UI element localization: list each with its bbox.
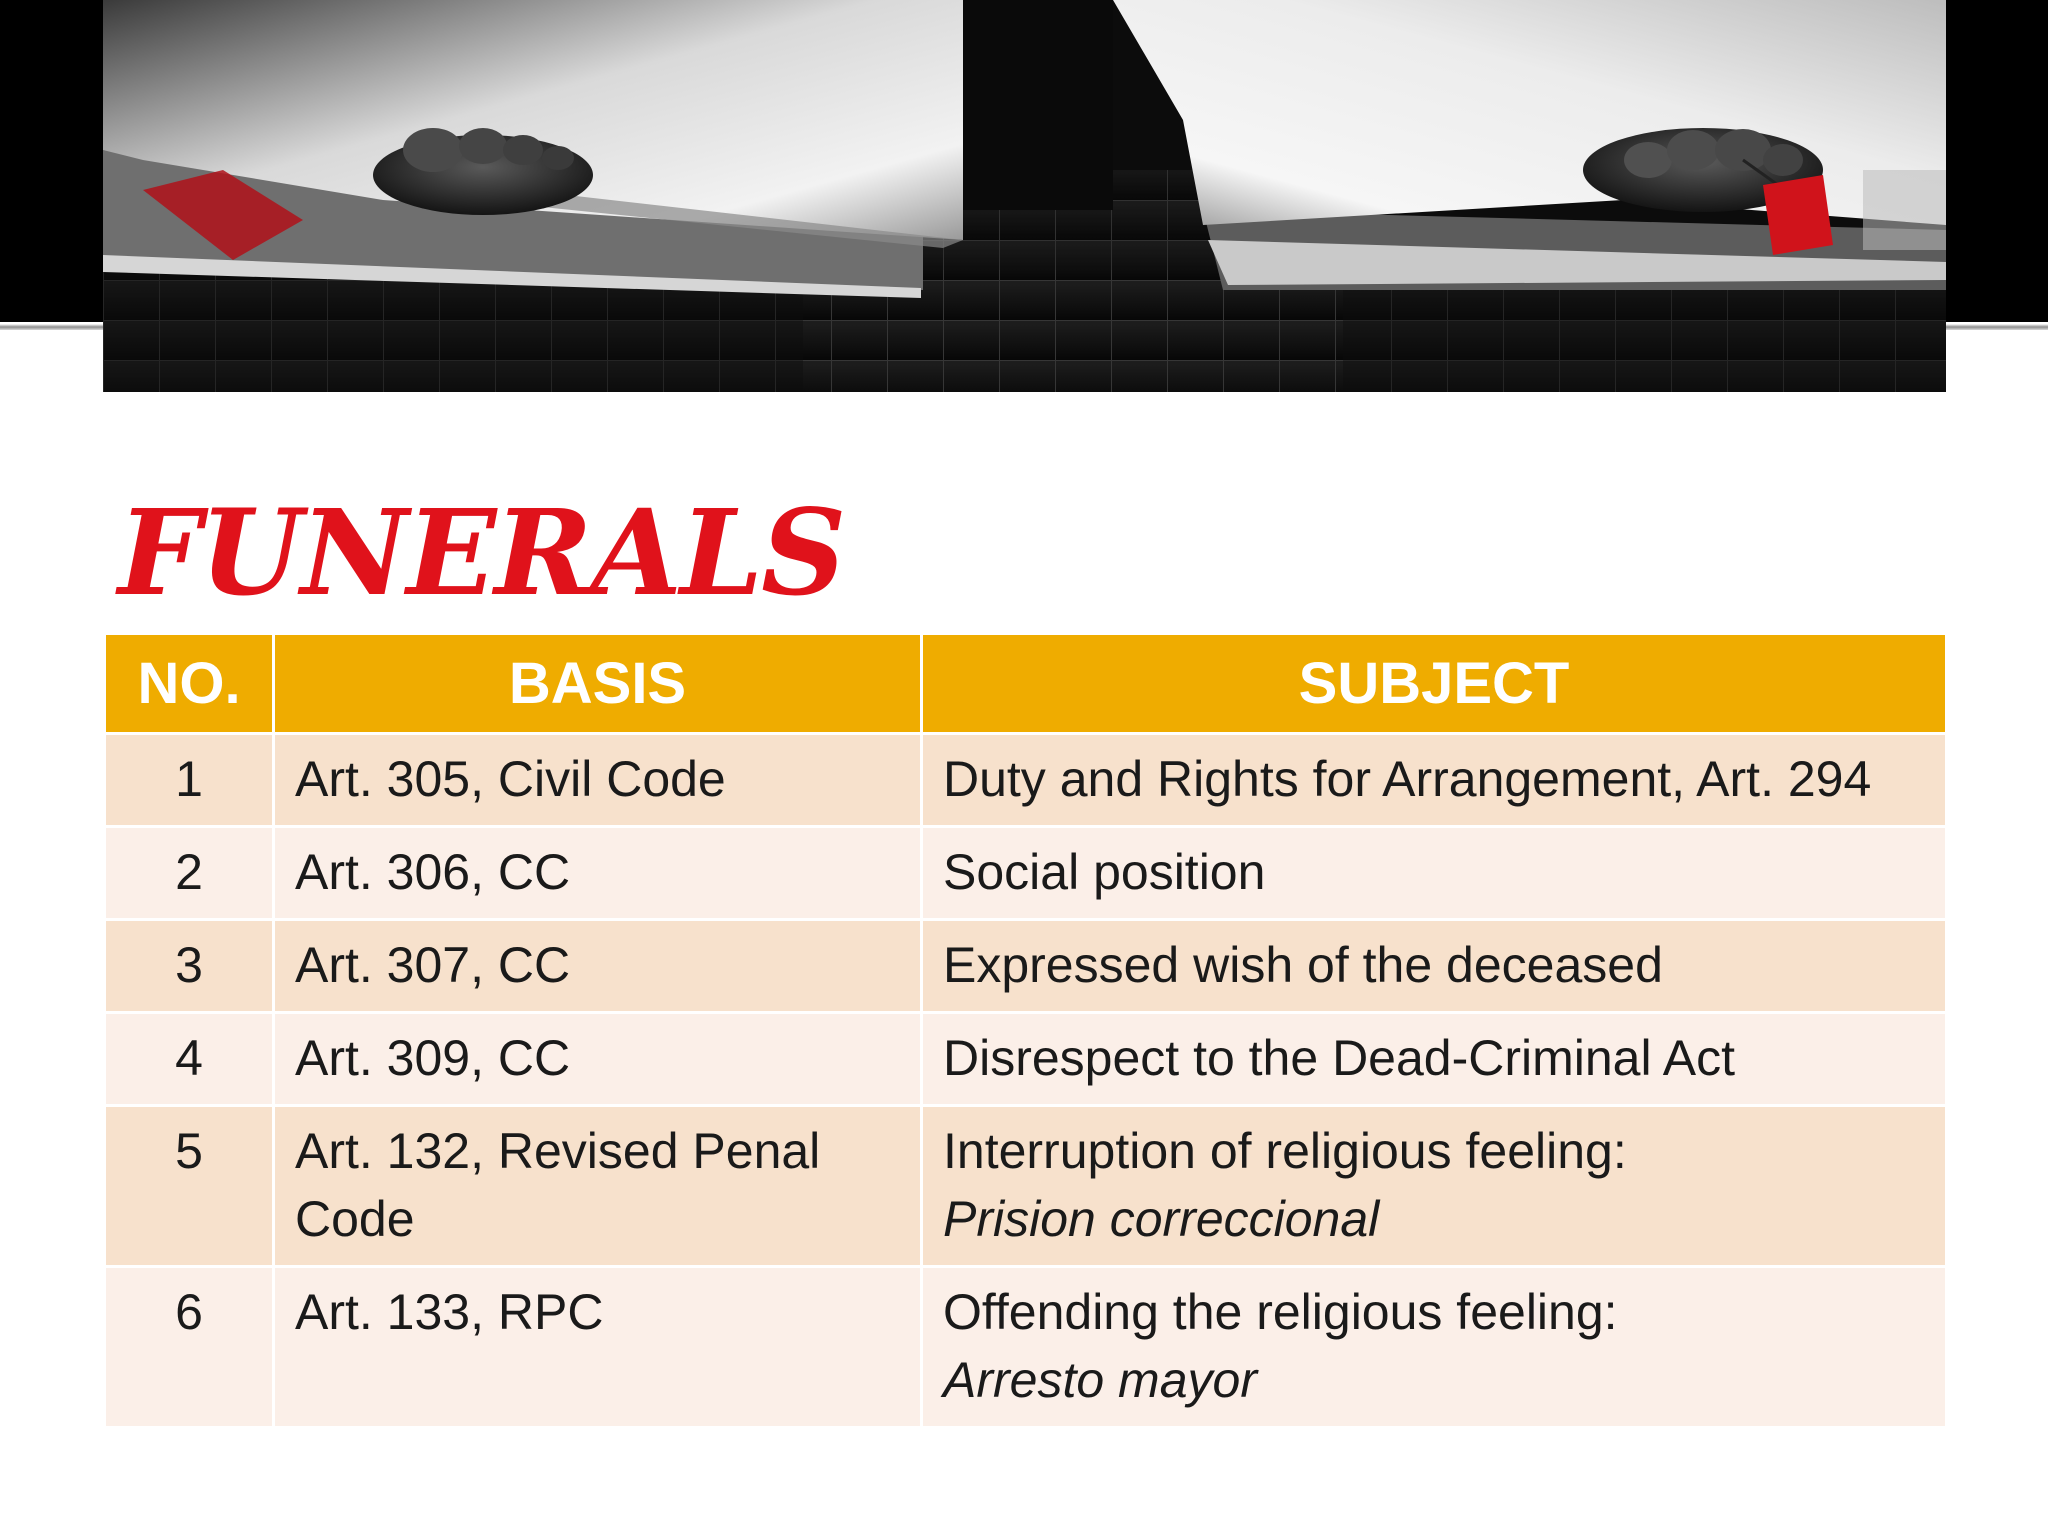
row-basis: Art. 309, CC	[274, 1013, 922, 1106]
table-row	[105, 734, 1947, 827]
row-number: 3	[105, 920, 274, 1013]
row-number: 5	[105, 1106, 274, 1267]
divider-line-left	[0, 324, 104, 330]
row-basis: Art. 133, RPC	[274, 1267, 922, 1428]
subject-text: Disrespect to the Dead-Criminal Act	[943, 1030, 1735, 1086]
subject-text: Offending the religious feeling:	[943, 1284, 1618, 1340]
row-subject	[922, 920, 1947, 1013]
table-row	[105, 920, 1947, 1013]
subject-text: Social position	[943, 844, 1266, 900]
subject-text: Expressed wish of the deceased	[943, 937, 1663, 993]
header-subject: SUBJECT	[922, 634, 1947, 734]
table-row	[105, 1267, 1947, 1428]
toe-tag-icon	[1763, 175, 1833, 255]
row-number: 4	[105, 1013, 274, 1106]
row-basis: Art. 132, Revised Penal Code	[274, 1106, 922, 1267]
header-basis: BASIS	[274, 634, 922, 734]
row-basis: Art. 305, Civil Code	[274, 734, 922, 827]
table-header-row	[105, 634, 1947, 734]
row-subject	[922, 827, 1947, 920]
table-row	[105, 1106, 1947, 1267]
header-no: NO.	[105, 634, 274, 734]
row-subject	[922, 1267, 1947, 1428]
table-row	[105, 1013, 1947, 1106]
row-number: 2	[105, 827, 274, 920]
penalty-text: Arresto mayor	[943, 1352, 1257, 1408]
row-subject	[922, 1013, 1947, 1106]
morgue-photo	[103, 0, 1946, 392]
row-basis: Art. 306, CC	[274, 827, 922, 920]
funerals-table	[103, 632, 1948, 1429]
subject-text: Interruption of religious feeling:	[943, 1123, 1627, 1179]
row-subject	[922, 734, 1947, 827]
row-number: 6	[105, 1267, 274, 1428]
subject-text: Duty and Rights for Arrangement, Art. 294	[943, 751, 1872, 807]
table-row	[105, 827, 1947, 920]
row-subject	[922, 1106, 1947, 1267]
divider-line-right	[1946, 324, 2048, 330]
penalty-text: Prision correccional	[943, 1191, 1380, 1247]
row-number: 1	[105, 734, 274, 827]
row-basis: Art. 307, CC	[274, 920, 922, 1013]
slide-title: FUNERALS	[118, 483, 845, 622]
morgue-photo-image	[103, 0, 1946, 392]
